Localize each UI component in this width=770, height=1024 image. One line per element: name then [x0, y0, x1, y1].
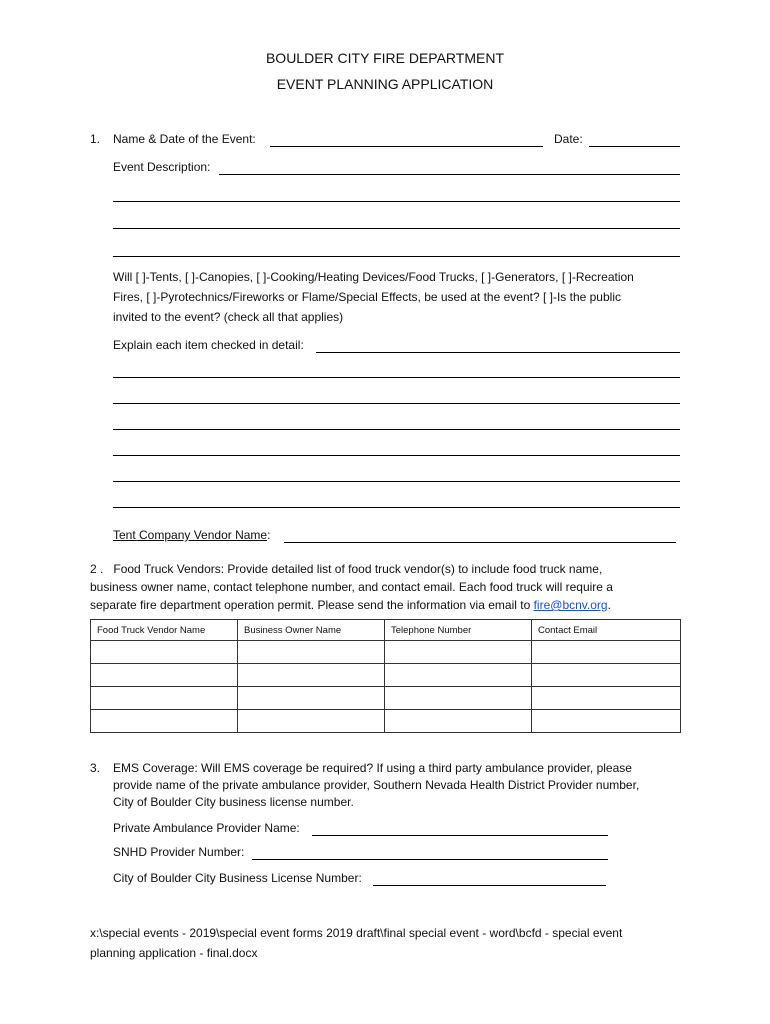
- table-cell[interactable]: [385, 664, 532, 687]
- table-cell[interactable]: [385, 687, 532, 710]
- checklist-line: Fires, [ ]-Pyrotechnics/Fireworks or Flame/Special Effects, be used at the event? [ ]-Is the public: [113, 290, 621, 304]
- checklist-line: Will [ ]-Tents, [ ]-Canopies, [ ]-Cooking/Heating Devices/Food Trucks, [ ]-Generators, [ ]-Recreation: [113, 270, 634, 284]
- business-license-label: City of Boulder City Business License Number:: [113, 871, 362, 885]
- event-description-label: Event Description:: [113, 160, 211, 174]
- column-header: Business Owner Name: [238, 620, 385, 641]
- explain-line[interactable]: [113, 481, 680, 482]
- table-row: [91, 641, 681, 664]
- ems-paragraph-line3: City of Boulder City business license number.: [113, 795, 354, 809]
- checklist-line: invited to the event? (check all that applies): [113, 310, 344, 324]
- explain-field[interactable]: [316, 352, 680, 353]
- event-description-line[interactable]: [113, 256, 680, 257]
- file-path-line1: x:\special events - 2019\special event forms 2019 draft\final special event - word\bcfd - special event: [90, 926, 623, 940]
- snhd-provider-field[interactable]: [252, 859, 608, 860]
- food-truck-paragraph-line1: 2 . Food Truck Vendors: Provide detailed list of food truck vendor(s) to include food truck name,: [90, 562, 603, 576]
- table-cell[interactable]: [238, 641, 385, 664]
- column-header: Contact Email: [532, 620, 681, 641]
- explain-line[interactable]: [113, 377, 680, 378]
- food-truck-paragraph-line2: business owner name, contact telephone number, and contact email. Each food truck will require a: [90, 580, 613, 594]
- tent-vendor-label: Tent Company Vendor Name:: [113, 528, 271, 542]
- file-path-line2: planning application - final.docx: [90, 946, 258, 960]
- explain-line[interactable]: [113, 507, 680, 508]
- explain-label: Explain each item checked in detail:: [113, 338, 304, 352]
- private-ambulance-field[interactable]: [312, 835, 608, 836]
- table-cell[interactable]: [91, 710, 238, 733]
- food-truck-paragraph-line3: separate fire department operation permit. Please send the information via email to fire@bcnv.org.: [90, 598, 611, 612]
- table-cell[interactable]: [532, 641, 681, 664]
- table-cell[interactable]: [385, 710, 532, 733]
- table-header-row: [91, 620, 681, 641]
- table-cell[interactable]: [238, 710, 385, 733]
- table-cell[interactable]: [532, 710, 681, 733]
- table-cell[interactable]: [91, 664, 238, 687]
- food-truck-vendor-table: [90, 619, 681, 733]
- explain-line[interactable]: [113, 429, 680, 430]
- explain-line[interactable]: [113, 403, 680, 404]
- table-row: [91, 710, 681, 733]
- ems-paragraph-line2: provide name of the private ambulance provider, Southern Nevada Health District Provider number,: [113, 778, 640, 792]
- table-row: [91, 664, 681, 687]
- table-cell[interactable]: [385, 641, 532, 664]
- section1-number: 1.: [90, 132, 101, 146]
- private-ambulance-label: Private Ambulance Provider Name:: [113, 821, 300, 835]
- tent-vendor-field[interactable]: [284, 542, 676, 543]
- table-cell[interactable]: [91, 687, 238, 710]
- event-description-line[interactable]: [113, 228, 680, 229]
- form-title-line1: BOULDER CITY FIRE DEPARTMENT: [265, 50, 505, 66]
- snhd-provider-label: SNHD Provider Number:: [113, 845, 245, 859]
- ems-paragraph-line1: EMS Coverage: Will EMS coverage be required? If using a third party ambulance provider, please: [113, 761, 632, 775]
- event-name-field[interactable]: [270, 146, 543, 147]
- table-cell[interactable]: [238, 664, 385, 687]
- event-description-field[interactable]: [219, 174, 680, 175]
- table-cell[interactable]: [532, 687, 681, 710]
- form-title-line2: EVENT PLANNING APPLICATION: [276, 76, 494, 92]
- table-cell[interactable]: [91, 641, 238, 664]
- section3-number: 3.: [90, 761, 101, 775]
- table-cell[interactable]: [238, 687, 385, 710]
- event-name-label: Name & Date of the Event:: [113, 132, 256, 146]
- column-header: Telephone Number: [385, 620, 532, 641]
- table-cell[interactable]: [532, 664, 681, 687]
- event-date-field[interactable]: [589, 146, 680, 147]
- email-link[interactable]: fire@bcnv.org: [533, 598, 608, 612]
- event-description-line[interactable]: [113, 201, 680, 202]
- column-header: Food Truck Vendor Name: [91, 620, 238, 641]
- event-date-label: Date:: [554, 132, 583, 146]
- business-license-field[interactable]: [373, 885, 606, 886]
- explain-line[interactable]: [113, 455, 680, 456]
- table-row: [91, 687, 681, 710]
